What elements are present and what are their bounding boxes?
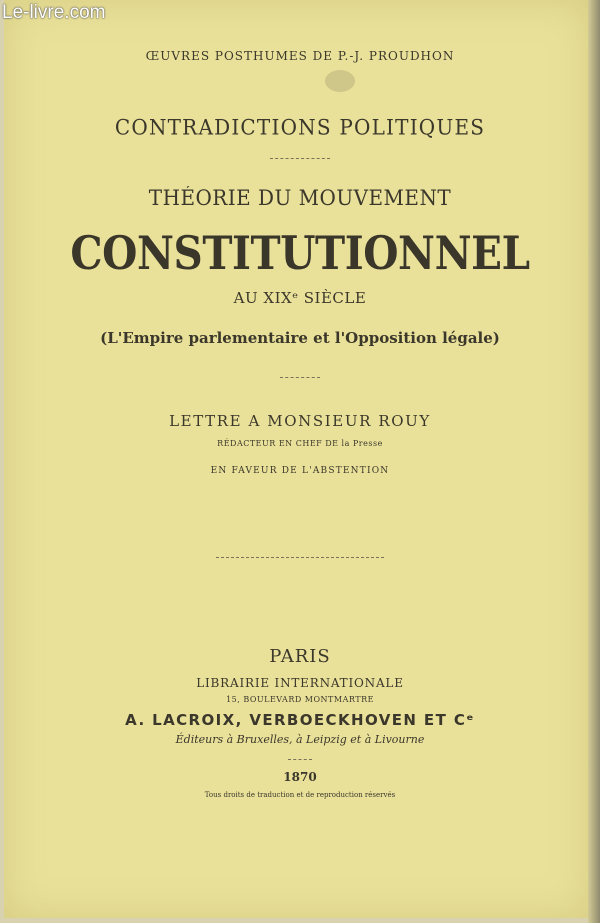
ornament-rule [270,158,330,159]
divider-rule [216,557,384,558]
title-siecle: AU XIXᵉ SIÈCLE [233,289,367,307]
faveur-line: EN FAVEUR DE L'ABSTENTION [210,466,390,476]
subtitle-empire: (L'Empire parlementaire et l'Opposition légale) [100,329,500,347]
title-contradictions: CONTRADICTIONS POLITIQUES [114,114,486,140]
imprint-librairie: LIBRAIRIE INTERNATIONALE [196,676,404,690]
ink-smudge [325,70,355,92]
lettre-line: LETTRE A MONSIEUR ROUY [169,412,431,430]
imprint-city: PARIS [269,646,331,667]
series-line: ŒUVRES POSTHUMES DE P.-J. PROUDHON [145,49,455,63]
rights-notice: Tous droits de traduction et de reproduction réservés [204,791,396,799]
imprint-year: 1870 [283,770,317,784]
imprint-publisher: A. LACROIX, VERBOECKHOVEN ET Cᵉ [125,711,475,729]
title-theorie: THÉORIE DU MOUVEMENT [148,186,452,210]
imprint-address: 15, BOULEVARD MONTMARTRE [226,695,374,704]
title-constitutionnel: CONSTITUTIONNEL [70,226,530,280]
watermark-logo: Le-livre.com [2,2,106,23]
imprint-cities: Éditeurs à Bruxelles, à Leipzig et à Livourne [175,733,425,746]
ornament-rule [288,759,312,760]
ornament-rule [280,377,320,378]
redacteur-line: RÉDACTEUR EN CHEF DE la Presse [217,439,383,448]
